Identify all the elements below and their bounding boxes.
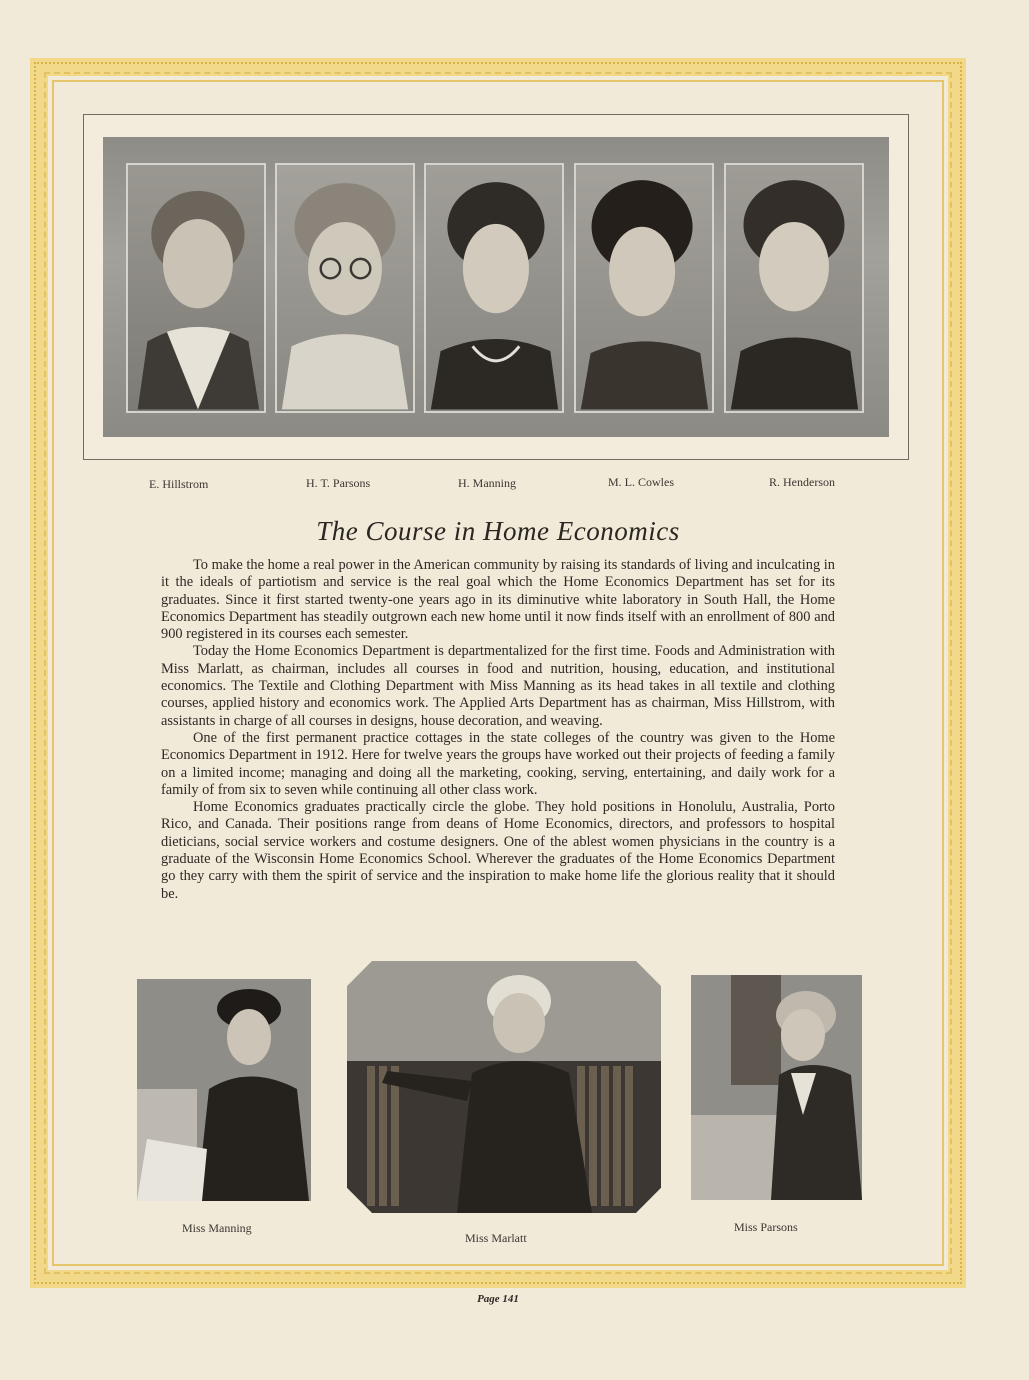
article-paragraph: Today the Home Economics Department is departmentalized for the first time. Foods and Administration with Miss Marlatt, as chairman, includes all courses in food and nutrition, housing, education, and institutional economics. The Textile and Clothing Department with Miss Manning as its head takes in all textile and clothing courses, applied history and economics work. The Applied Arts Department has as chairman, Miss Hillstrom, with assistants in charge of all courses in designs, house decoration, and weaving. xyxy=(161,643,835,729)
photo-figure xyxy=(347,961,661,1213)
caption-miss-marlatt: Miss Marlatt xyxy=(465,1231,527,1245)
portrait-photo-parsons xyxy=(275,163,415,413)
photo-figure xyxy=(691,975,862,1200)
portrait-figure xyxy=(726,165,862,411)
photo-miss-parsons xyxy=(691,975,862,1200)
photo-miss-manning xyxy=(137,979,311,1201)
article-paragraph: To make the home a real power in the American community by raising its standards of living and inculcating in it the ideals of partiotism and service is the real goal which the Home Economics Department has set for its graduates. Since it first started twenty-one years ago in its diminutive white laboratory in South Hall, the Home Economics Department has steadily outgrown each new home until it now finds itself with an enrollment of 800 and 900 registered in its courses each semester. xyxy=(161,557,835,643)
portrait-figure xyxy=(128,165,264,411)
caption-miss-parsons: Miss Parsons xyxy=(734,1220,798,1234)
portrait-caption-hillstrom: E. Hillstrom xyxy=(149,477,209,491)
article-title: The Course in Home Economics xyxy=(316,516,680,546)
portrait-photo-cowles xyxy=(574,163,714,413)
photo-figure xyxy=(137,979,311,1201)
portrait-caption-henderson: R. Henderson xyxy=(769,475,835,489)
article-body xyxy=(161,557,835,903)
article-paragraph: Home Economics graduates practically circle the globe. They hold positions in Honolulu, Australia, Porto Rico, and Canada. Their positions range from deans of Home Economics, directors, and professors to hospital dieticians, social service workers and costume designers. One of the ablest women physicians in the country is a graduate of the Wisconsin Home Economics School. Wherever the graduates of the Home Economics Department go they carry with them the spirit of service and the inspiration to make home life the glorious reality that it should be. xyxy=(161,799,835,902)
portrait-photo-henderson xyxy=(724,163,864,413)
portrait-photo-manning xyxy=(424,163,564,413)
portrait-caption-manning: H. Manning xyxy=(458,476,516,490)
portrait-caption-parsons: H. T. Parsons xyxy=(306,476,371,490)
article-paragraph: One of the first permanent practice cottages in the state colleges of the country was given to the Home Economics Department in 1912. Here for twelve years the groups have worked out their projects of feeding a family on a limited income; managing and doing all the marketing, cooking, serving, entertaining, and daily work for a family of from six to seven while continuing all other class work. xyxy=(161,729,835,798)
caption-miss-manning: Miss Manning xyxy=(182,1221,252,1235)
page-number: Page 141 xyxy=(477,1293,519,1305)
portrait-figure xyxy=(426,165,562,411)
portrait-figure xyxy=(576,165,712,411)
photo-miss-marlatt xyxy=(347,961,661,1213)
portrait-photo-hillstrom xyxy=(126,163,266,413)
portrait-caption-cowles: M. L. Cowles xyxy=(608,475,674,489)
portrait-figure xyxy=(277,165,413,411)
